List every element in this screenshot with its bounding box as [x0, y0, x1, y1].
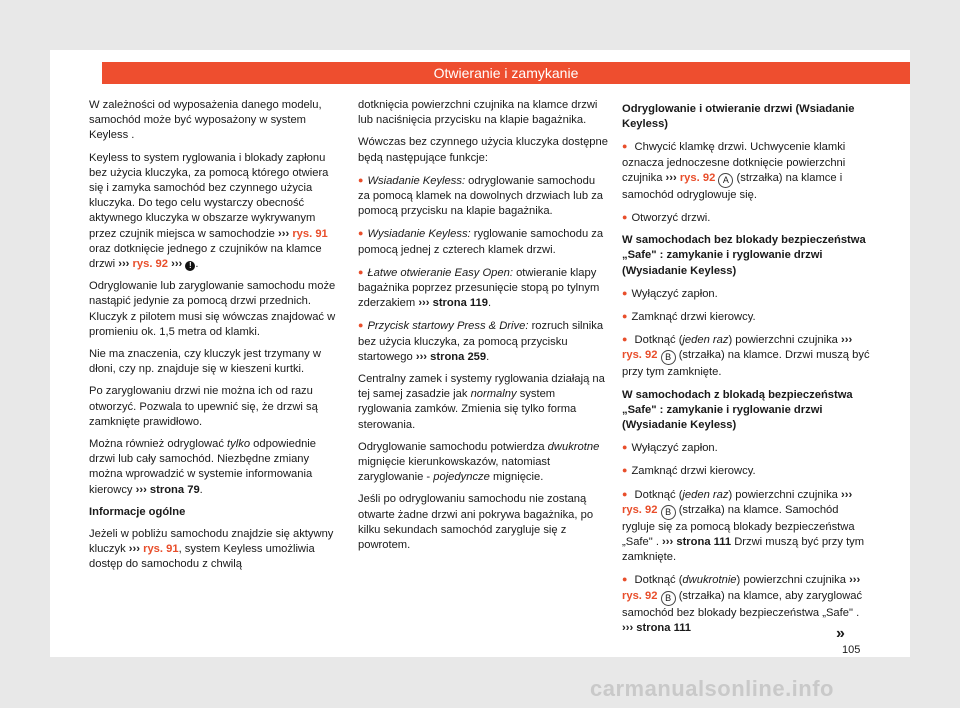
subheading: W samochodach z blokadą bezpieczeństwa „Safe" : zamykanie i ryglowanie drzwi (Wysiadanie Keyless): [622, 388, 853, 432]
paragraph: Można również odryglować tylko odpowiednie drzwi lub cały samochód. Niezbędne zmiany można wprowadzić w systemie informowania kierowcy ››› strona 79.: [89, 438, 316, 496]
paragraph: Keyless to system ryglowania i blokady zapłonu bez użycia kluczyka, za pomocą którego otwiera się i zamyka samochód bez czynnego użycia kluczyka. Do tego celu wystarczy obecność aktywnego kluczyka w obszarze wykrywanym przez czujnik miejsca w samochodzie ››› rys. 91 oraz dotknięcie jednego z czujników na klamce drzwi ››› rys. 92 ››› ! .: [89, 151, 329, 271]
callout-b-icon: B: [661, 350, 676, 365]
callout-b-icon: B: [661, 505, 676, 520]
page-link[interactable]: strona 111: [676, 536, 732, 549]
watermark: carmanualsonline.info: [590, 676, 834, 701]
list-item: ● Dotknąć (dwukrotnie) powierzchni czujnika ››› rys. 92 B (strzałka) na klamce, aby zaryglować samochód bez blokady bezpieczeństwa „Safe" . ››› strona 111: [622, 572, 872, 636]
paragraph: Odryglowanie lub zaryglowanie samochodu może nastąpić jedynie za pomocą drzwi przednich. Kluczyk z pilotem musi się wówczas znajdować w promieniu ok. 1,5 metra od klamki.: [89, 280, 336, 338]
callout-a-icon: A: [718, 173, 733, 188]
subheading: Informacje ogólne: [89, 505, 186, 518]
list-item: ● Otworzyć drzwi.: [622, 210, 872, 226]
list-item: ● Zamknąć drzwi kierowcy.: [622, 463, 872, 479]
list-item: ● Łatwe otwieranie Easy Open: otwieranie klapy bagażnika poprzez przesunięcie stopą po tylnym zderzakiem ››› strona 119.: [358, 265, 608, 312]
page-link[interactable]: strona 79: [149, 483, 200, 496]
figure-link[interactable]: rys. 92: [622, 589, 658, 602]
continue-arrow-icon: »: [836, 625, 845, 642]
list-item: ● Wyłączyć zapłon.: [622, 286, 872, 302]
figure-link[interactable]: rys. 92: [622, 349, 658, 362]
list-item: ● Wsiadanie Keyless: odryglowanie samochodu za pomocą klamek na dowolnych drzwiach lub za pomocą przycisku na klapie bagażnika.: [358, 173, 608, 220]
list-item: ● Zamknąć drzwi kierowcy.: [622, 309, 872, 325]
callout-b-icon: B: [661, 591, 676, 606]
section-title: Otwieranie i zamykanie: [102, 62, 910, 84]
paragraph: dotknięcia powierzchni czujnika na klamce drzwi lub naciśnięcia przycisku na klapie bagażnika.: [358, 99, 598, 127]
list-item: ● Wysiadanie Keyless: ryglowanie samochodu za pomocą jednej z czterech klamek drzwi.: [358, 226, 608, 257]
paragraph: Centralny zamek i systemy ryglowania działają na tej samej zasadzie jak normalny system ryglowania zamków. Zmienia się tylko forma sterowania.: [358, 373, 605, 431]
page-number: 105: [842, 644, 861, 656]
paragraph: Nie ma znaczenia, czy kluczyk jest trzymany w dłoni, czy np. znajduje się w kieszeni kurtki.: [89, 348, 321, 376]
list-item: ● Chwycić klamkę drzwi. Uchwycenie klamki oznacza jednoczesne dotknięcie powierzchni czujnika ››› rys. 92 A (strzałka) na klamce i samochód odryglowuje się.: [622, 139, 872, 203]
figure-link[interactable]: rys. 91: [143, 543, 179, 556]
paragraph: Po zaryglowaniu drzwi nie można ich od razu otworzyć. Pozwala to upewnić się, że drzwi są zamknięte prawidłowo.: [89, 385, 318, 428]
paragraph: Jeżeli w pobliżu samochodu znajdzie się aktywny kluczyk ››› rys. 91, system Keyless umożliwia dostęp do samochodu z chwilą: [89, 528, 334, 571]
warning-icon[interactable]: !: [185, 261, 195, 271]
paragraph: Wówczas bez czynnego użycia kluczyka dostępne będą następujące funkcje:: [358, 136, 608, 164]
subheading: W samochodach bez blokady bezpieczeństwa „Safe" : zamykanie i ryglowanie drzwi (Wysiadanie Keyless): [622, 234, 866, 277]
page-link[interactable]: strona 119: [432, 297, 488, 310]
list-item: ● Dotknąć (jeden raz) powierzchni czujnika ››› rys. 92 B (strzałka) na klamce. Drzwi muszą być przy tym zamknięte.: [622, 332, 872, 380]
list-item: ● Dotknąć (jeden raz) powierzchni czujnika ››› rys. 92 B (strzałka) na klamce. Samochód rygluje się za pomocą blokady bezpieczeństwa „Safe" . ››› strona 111 Drzwi muszą być przy tym zamknięte.: [622, 487, 872, 566]
figure-link[interactable]: rys. 92: [132, 258, 168, 271]
paragraph: Odryglowanie samochodu potwierdza dwukrotne mignięcie kierunkowskazów, natomiast zaryglowanie - pojedyncze mignięcie.: [358, 440, 600, 484]
list-item: ● Wyłączyć zapłon.: [622, 440, 872, 456]
manual-page: [50, 50, 910, 657]
page-link[interactable]: strona 111: [636, 621, 692, 634]
figure-link[interactable]: rys. 92: [679, 171, 716, 184]
figure-link[interactable]: rys. 92: [622, 503, 658, 516]
column-right: [622, 98, 872, 643]
page-link[interactable]: strona 259: [430, 350, 487, 363]
subheading: Odryglowanie i otwieranie drzwi (Wsiadanie Keyless): [622, 103, 855, 131]
figure-link[interactable]: rys. 91: [292, 227, 328, 240]
list-item: ● Przycisk startowy Press & Drive: rozruch silnika bez użycia kluczyka, za pomocą przycisku startowego ››› strona 259.: [358, 318, 608, 365]
column-middle: [358, 98, 608, 560]
paragraph: W zależności od wyposażenia danego modelu, samochód może być wyposażony w system Keyless .: [89, 99, 322, 142]
column-left: [89, 98, 339, 580]
paragraph: Jeśli po odryglowaniu samochodu nie zostaną otwarte żadne drzwi ani pokrywa bagażnika, po kilku sekundach samochód zarygluje się z powrotem.: [358, 493, 594, 552]
